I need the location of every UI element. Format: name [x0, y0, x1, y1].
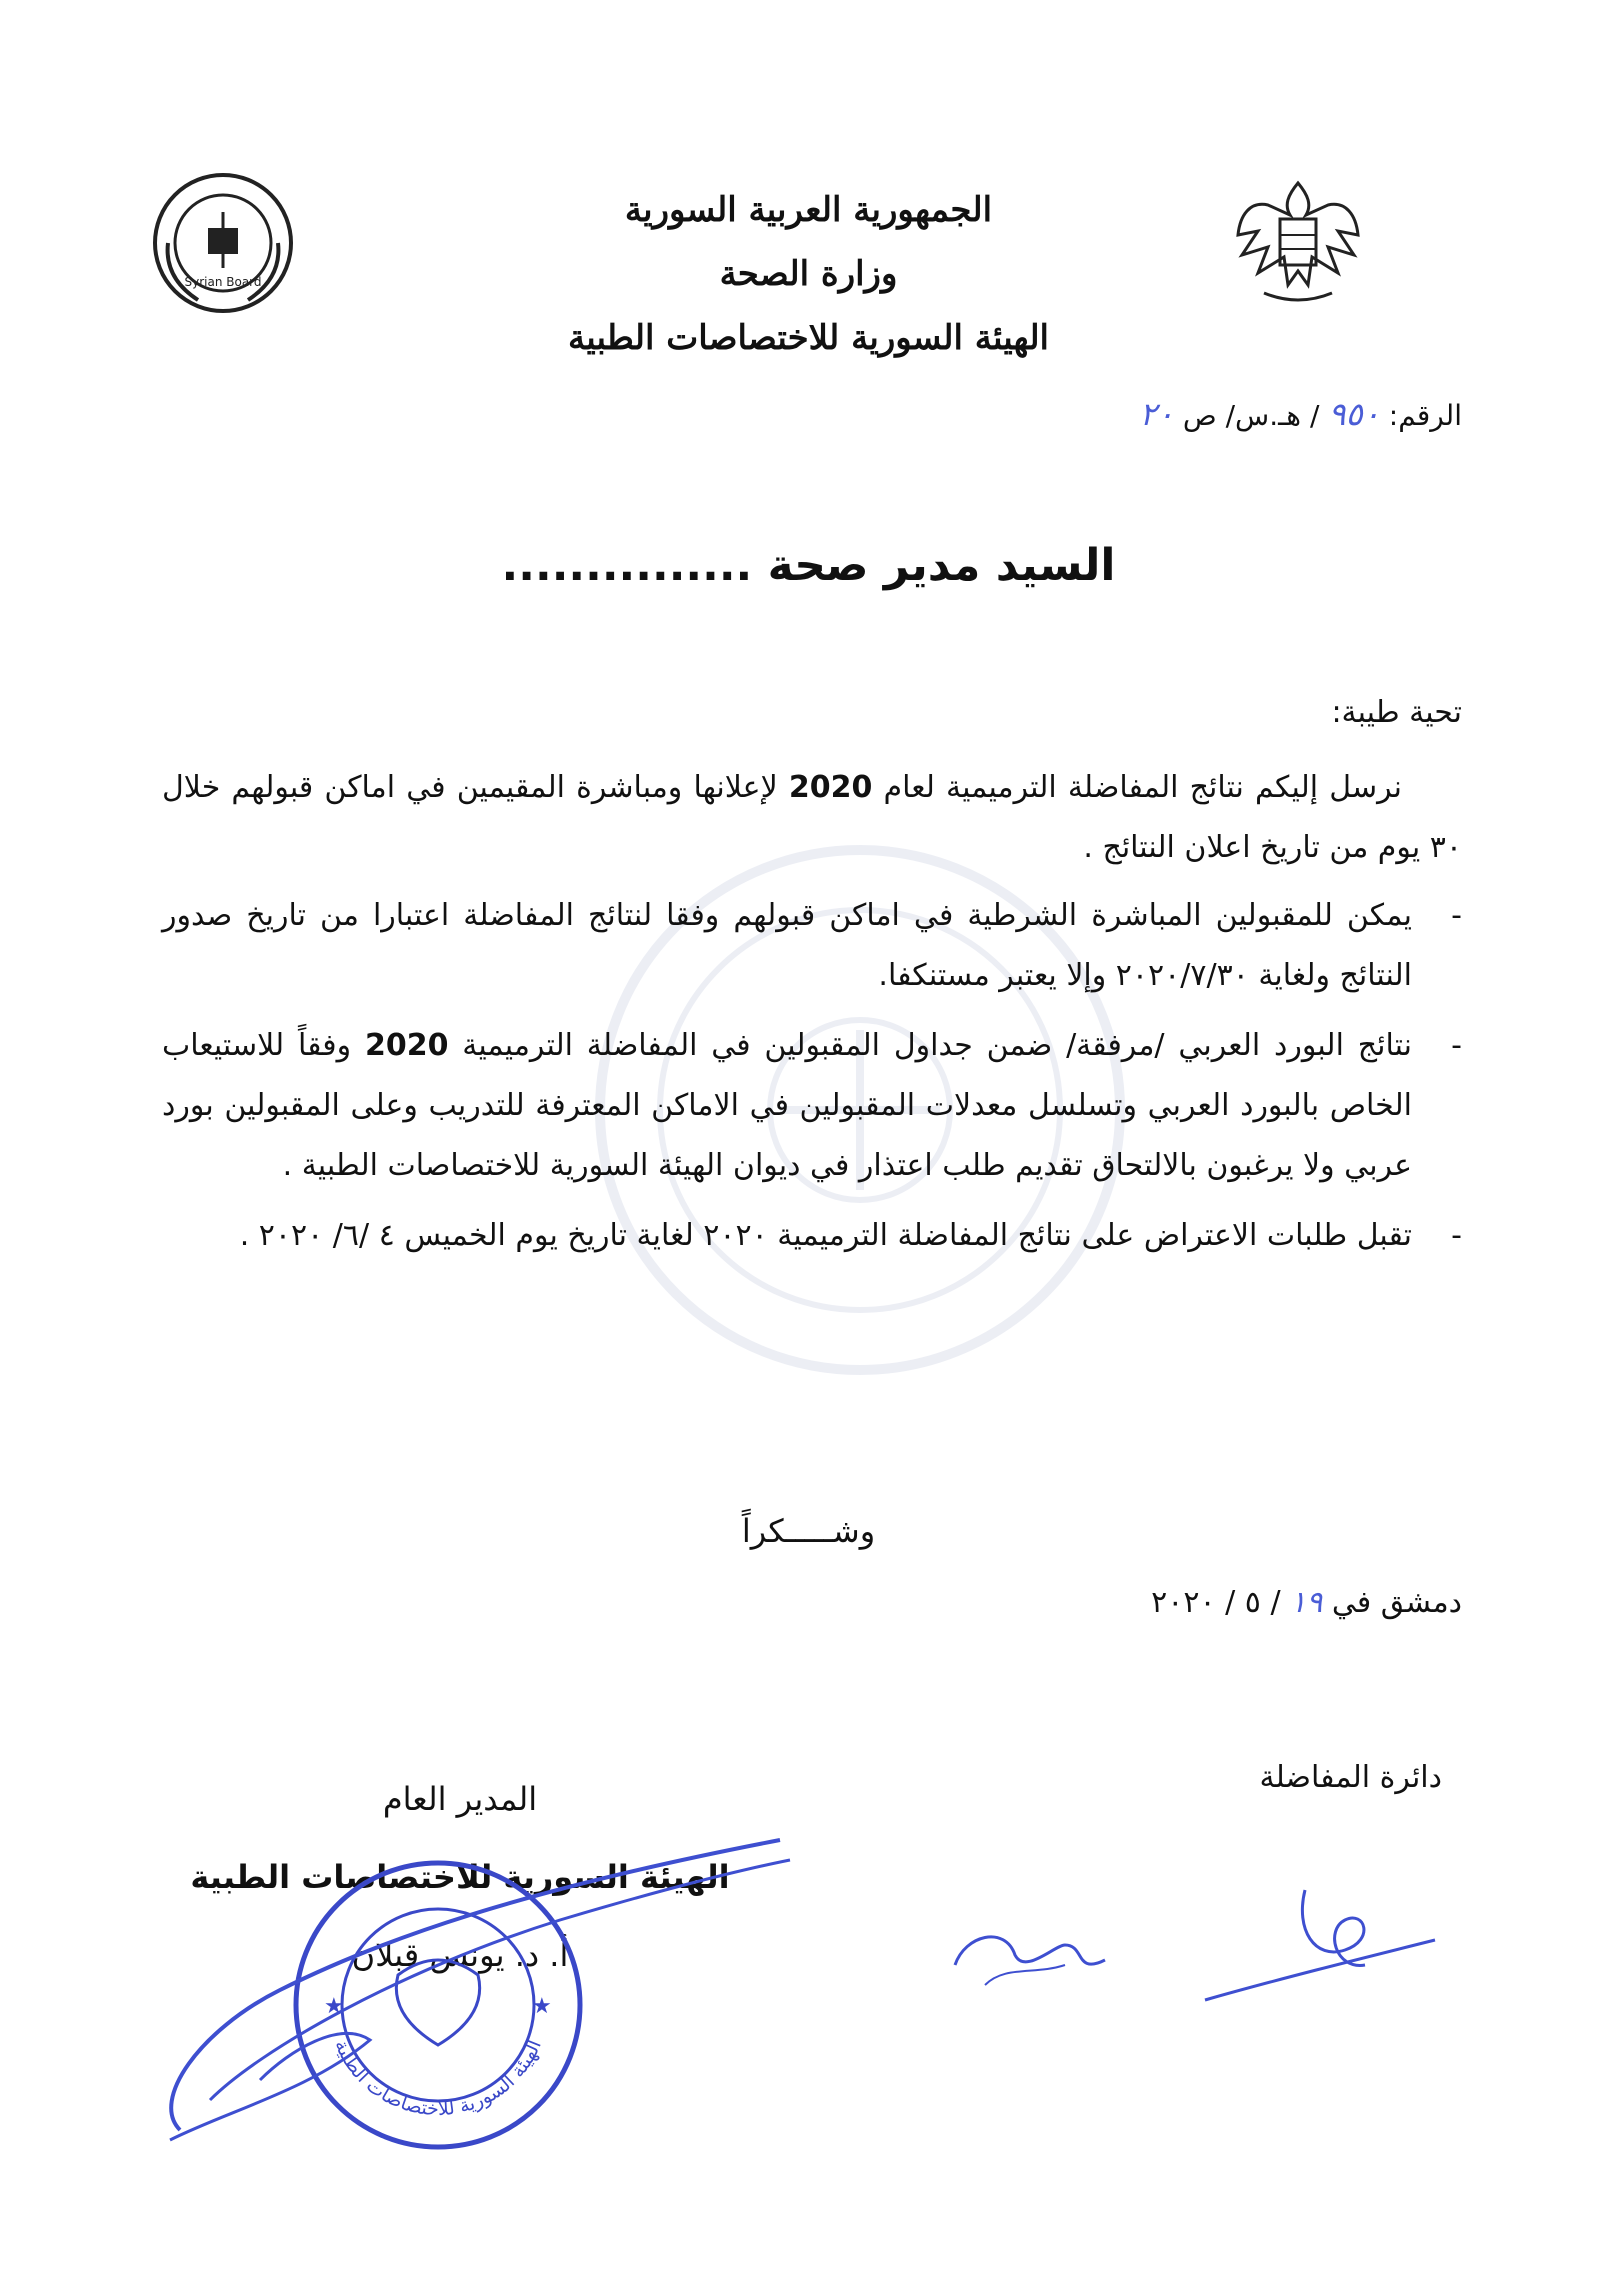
svg-text:الهيئة السورية للاختصاصات الطب: الهيئة السورية للاختصاصات الطبية	[330, 2036, 546, 2121]
header-ministry: وزارة الصحة	[719, 254, 898, 294]
bullet-list	[162, 886, 1462, 1266]
bullet-year: 2020	[364, 1028, 449, 1063]
reference-suffix-handwritten: ٢٠	[1139, 395, 1174, 433]
director-organization: الهيئة السورية للاختصاصات الطبية	[190, 1858, 730, 1896]
bullet-text: تقبل طلبات الاعتراض على نتائج المفاضلة الترميمية ٢٠٢٠ لغاية تاريخ يوم الخميس ٤ /٦/ ٢٠٢٠ .	[239, 1218, 1412, 1253]
director-signature-icon	[140, 1800, 800, 2160]
reference-label: الرقم:	[1388, 399, 1462, 432]
date-rest: / ٥ / ٢٠٢٠	[1151, 1585, 1281, 1620]
intro-paragraph	[162, 758, 1462, 878]
letterhead	[0, 178, 1617, 370]
director-name: أ. د. يونس قبلان	[351, 1936, 569, 1974]
reference-number-handwritten: ٩٥٠	[1328, 395, 1380, 433]
svg-text:Syrian Board: Syrian Board	[184, 275, 262, 289]
intro-text-a: نرسل إليكم نتائج المفاضلة الترميمية لعام	[872, 770, 1402, 805]
director-title: المدير العام	[382, 1780, 538, 1818]
svg-text:★: ★	[324, 1994, 344, 2019]
list-item	[162, 886, 1462, 1006]
closing-thanks: وشـــــكراً	[741, 1512, 876, 1550]
bullet-dash: -	[1451, 1028, 1462, 1063]
initials-signature-icon	[945, 1905, 1125, 1995]
letter-body	[162, 758, 1462, 1276]
place: دمشق في	[1331, 1585, 1462, 1620]
header-organization: الهيئة السورية للاختصاصات الطبية	[568, 318, 1049, 358]
bullet-text-continued: وفقاً للاستيعاب الخاص بالبورد العربي وتسلسل معدلات المقبولين في الاماكن المعترفة للتدريب وعلى المقبولين بورد عربي ولا يرغبون بالالتحاق تقديم طلب اعتذار في ديوان الهيئة السورية للاختصاصات الطبية .	[162, 1028, 1412, 1183]
reference-series: / هـ.س/ ص	[1182, 399, 1320, 432]
reference-number	[1140, 395, 1462, 433]
greeting: تحية طيبة:	[1331, 695, 1462, 730]
bullet-text: نتائج البورد العربي /مرفقة/ ضمن جداول المقبولين في المفاضلة الترميمية	[448, 1028, 1412, 1063]
intro-year: 2020	[788, 770, 873, 805]
addressee: السيد مدير صحة ...............	[501, 540, 1116, 591]
header-country: الجمهورية العربية السورية	[624, 190, 993, 230]
list-item	[162, 1206, 1462, 1266]
list-item	[162, 1016, 1462, 1196]
bullet-text: يمكن للمقبولين المباشرة الشرطية في اماكن قبولهم وفقا لنتائج المفاضلة اعتبارا من تاريخ صدور النتائج ولغاية ٢٠٢٠/٧/٣٠ وإلا يعتبر مستنكفا.	[162, 898, 1412, 993]
place-date	[1151, 1585, 1462, 1620]
svg-text:★: ★	[532, 1994, 552, 2019]
bullet-dash: -	[1451, 898, 1462, 933]
date-day-handwritten: ١٩	[1290, 1585, 1323, 1620]
department-signature-icon	[1195, 1870, 1445, 2020]
intro-text-b: لإعلانها ومباشرة المقيمين في اماكن قبولهم خلال ٣٠ يوم من تاريخ اعلان النتائج .	[162, 770, 1462, 865]
bullet-dash: -	[1451, 1218, 1462, 1253]
department-signature-label: دائرة المفاضلة	[1259, 1760, 1442, 1795]
